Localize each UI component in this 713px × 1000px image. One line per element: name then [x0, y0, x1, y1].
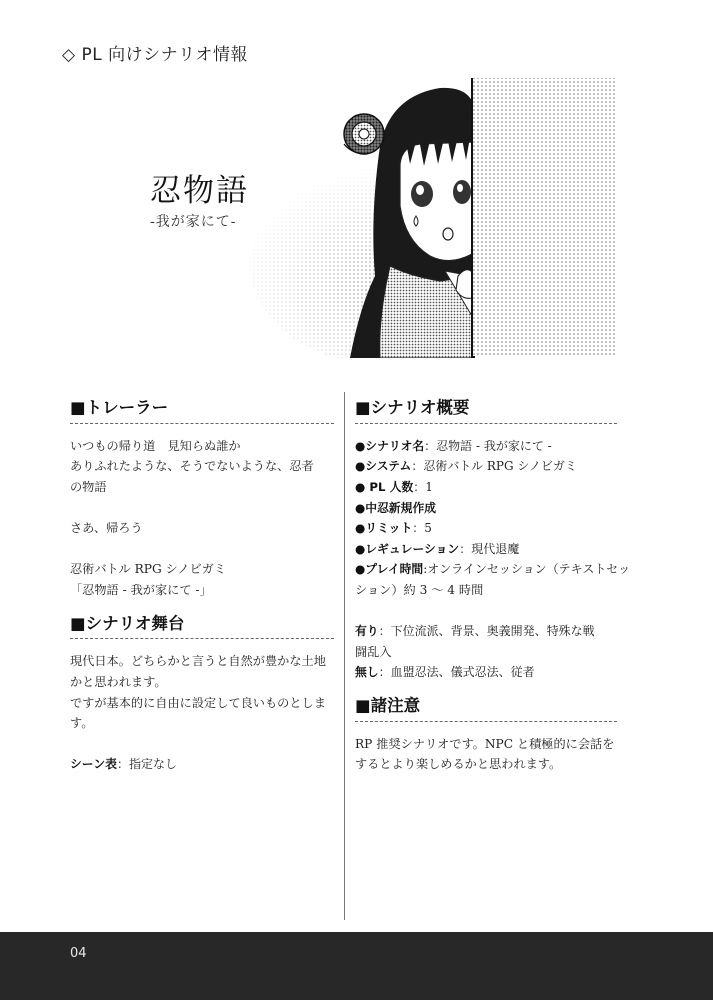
play-time-continued: ション）約 3 ～ 4 時間	[355, 582, 484, 597]
right-column	[355, 398, 631, 775]
trailer-heading: ■トレーラー	[70, 398, 169, 417]
stage-heading: ■シナリオ舞台	[70, 613, 185, 633]
item-value: ：忍物語 - 我が家にて -	[424, 438, 552, 453]
notes-line: RP 推奨シナリオです。NPC と積極的に会話を	[355, 736, 615, 751]
item-value: ：忍術バトル RPG シノビガミ	[411, 459, 577, 474]
stage-line: かと思われます。	[70, 674, 167, 689]
scene-table-line	[70, 754, 334, 775]
notes-rule	[355, 721, 617, 722]
nashi-value: ：血盟忍法、儀式忍法、従者	[378, 665, 535, 680]
overview-item	[355, 456, 617, 477]
stage-line: 現代日本。どちらかと言うと自然が豊かな土地	[70, 654, 326, 669]
nashi-label: 無し	[355, 665, 379, 680]
nashi-line	[355, 662, 617, 683]
stage-line: ですが基本的に自由に設定して良いものとしま	[70, 695, 326, 710]
stage-line: す。	[70, 716, 94, 731]
stage-body	[70, 651, 334, 775]
scenario-title-block	[150, 173, 249, 231]
item-label: ● PL 人数	[355, 479, 414, 494]
stage-rule	[70, 638, 334, 639]
item-label: ●プレイ時間	[355, 562, 424, 577]
ari-label: 有り	[355, 624, 379, 639]
ari-continued: 闘乱入	[355, 644, 392, 659]
scene-table-value: ：指定なし	[116, 757, 177, 772]
overview-item	[355, 559, 631, 580]
trailer-line: 「忍物語 - 我が家にて -」	[70, 582, 212, 597]
item-value: ：現代退魔	[459, 541, 520, 556]
page-number: 04	[70, 946, 87, 961]
overview-item	[355, 477, 617, 498]
scene-table-label: シーン表	[70, 757, 117, 772]
overview-item	[355, 539, 617, 560]
cover-illustration	[240, 76, 620, 358]
overview-body	[355, 436, 631, 683]
item-value: ：1	[413, 479, 433, 494]
section-header: ◇ PL 向けシナリオ情報	[62, 45, 248, 65]
ari-value: ：下位流派、背景、奥義開発、特殊な戦	[378, 624, 595, 639]
item-value: :オンラインセッション（テキストセッ	[423, 562, 631, 577]
item-label: ●システム	[355, 459, 412, 474]
overview-heading: ■シナリオ概要	[355, 398, 470, 417]
item-label: ●中忍新規作成	[355, 500, 437, 515]
trailer-line: ありふれたような、そうでないような、忍者	[70, 459, 314, 474]
spacer	[355, 601, 617, 622]
scenario-title: 忍物語	[150, 173, 249, 209]
trailer-rule	[70, 423, 334, 424]
item-value: ：5	[412, 521, 432, 536]
spacer	[70, 498, 334, 519]
left-column	[70, 398, 334, 775]
girl-illustration	[240, 76, 620, 358]
notes-heading: ■諸注意	[355, 695, 421, 715]
overview-item	[355, 498, 617, 519]
column-divider	[344, 392, 345, 920]
notes-line: するとより楽しめるかと思われます。	[355, 757, 562, 772]
scenario-subtitle: -我が家にて-	[150, 214, 237, 230]
item-label: ●リミット	[355, 521, 413, 536]
spacer	[70, 734, 334, 755]
overview-item	[355, 518, 617, 539]
trailer-body	[70, 436, 334, 601]
trailer-line: さあ、帰ろう	[70, 521, 143, 536]
overview-item	[355, 436, 617, 457]
spacer	[70, 539, 334, 560]
page-footer	[0, 932, 713, 1000]
trailer-line: の物語	[70, 479, 107, 494]
ari-line	[355, 621, 617, 642]
item-label: ●シナリオ名	[355, 438, 425, 453]
overview-rule	[355, 423, 617, 424]
notes-body	[355, 734, 617, 775]
trailer-line: 忍術バトル RPG シノビガミ	[70, 562, 227, 577]
item-label: ●レギュレーション	[355, 541, 460, 556]
trailer-line: いつもの帰り道 見知らぬ誰か	[70, 438, 241, 453]
